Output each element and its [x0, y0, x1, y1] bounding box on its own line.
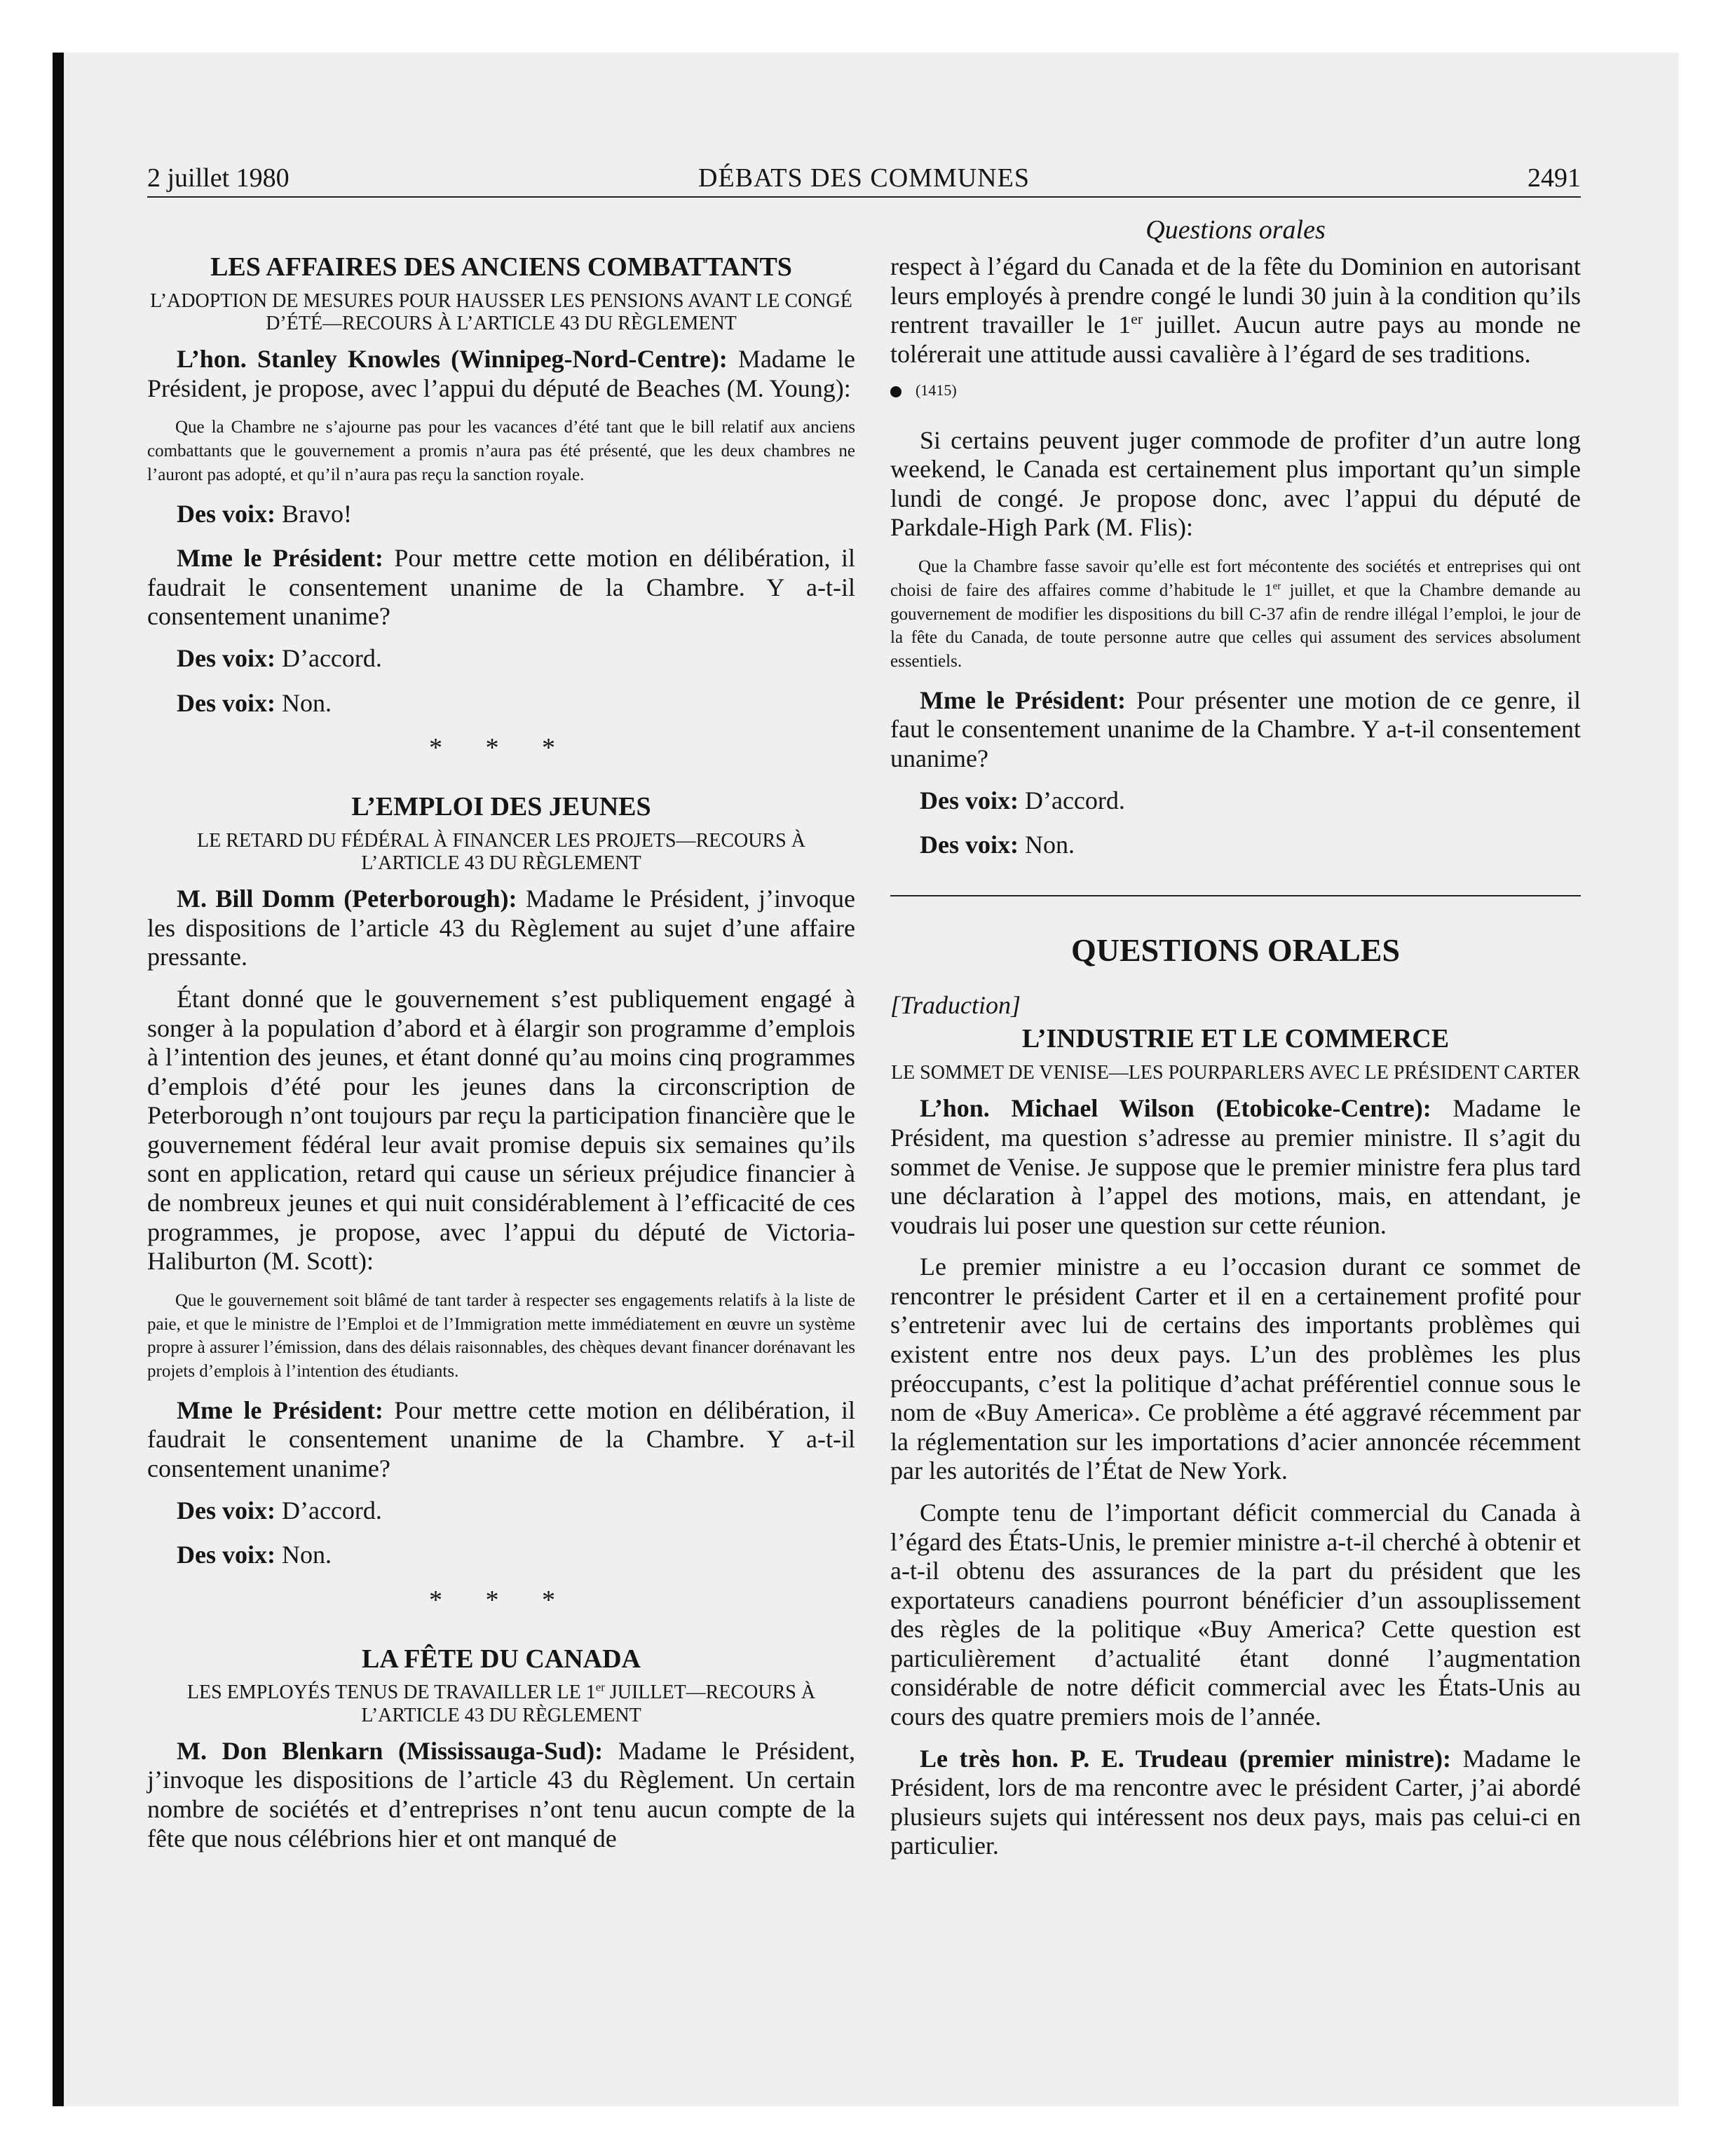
speech-blenkarn [147, 1737, 855, 1853]
voices-line [177, 644, 855, 674]
voices-label: Des voix: [177, 1541, 275, 1569]
voices-line [177, 500, 855, 529]
motion-youth-jobs: Que le gouvernement soit blâmé de tant tarder à respecter ses engagements relatifs à la liste de paie, et que le ministre de l’Emploi et de l’Immigration mette immédiatement en œuvre un système propre à assurer l’émission, dans des délais raisonnables, des chèques devant financer dorénavant les projets d’emplois à l’intention des étudiants. [147, 1290, 855, 1381]
time-marker [890, 381, 1581, 399]
text-part: juillet, et que la Chambre demande au gouvernement de modifier les dispositions du bill C-37 afin de rendre illégal l’emploi, le jour de la fête du Canada, de toute personne autre que celles qui assument des services absolument essentiels. [890, 580, 1581, 671]
voices-text: Non. [275, 688, 332, 717]
section-separator: * * * [429, 1585, 573, 1615]
voices-text: Bravo! [275, 499, 352, 528]
section-separator: * * * [429, 733, 573, 763]
ordinal-superscript: er [595, 1681, 605, 1695]
section-subtitle-canada-day [147, 1681, 855, 1726]
speech-president [890, 686, 1581, 774]
running-head: Questions orales [1145, 215, 1326, 245]
left-column [147, 252, 855, 1866]
voices-label: Des voix: [177, 688, 275, 717]
page-header [147, 163, 1581, 198]
speech-knowles [147, 345, 855, 403]
section-title-oral-questions: QUESTIONS ORALES [1070, 932, 1401, 968]
section-subtitle-youth-jobs: LE RETARD DU FÉDÉRAL À FINANCER LES PROJETS—RECOURS À L’ARTICLE 43 DU RÈGLEMENT [197, 829, 805, 875]
text-part: Que la Chambre fasse savoir qu’elle est fort mécontente des sociétés et entreprises qui ont choisi de faire des affaires comme d’habitude le 1 [890, 557, 1581, 600]
speaker-wilson: L’hon. Michael Wilson (Etobicoke-Centre): [920, 1094, 1431, 1123]
translation-note: [Traduction] [890, 990, 1021, 1019]
voices-label: Des voix: [177, 1496, 275, 1524]
voices-line [177, 689, 855, 718]
section-title-veterans: LES AFFAIRES DES ANCIENS COMBATTANTS [210, 252, 792, 282]
motion-canada-day [890, 555, 1581, 674]
voices-label: Des voix: [920, 786, 1019, 814]
speaker-blenkarn: M. Don Blenkarn (Mississauga-Sud): [177, 1736, 604, 1765]
ordinal-superscript: er [1272, 580, 1281, 592]
voices-text: D’accord. [275, 1496, 382, 1524]
section-title-industry: L’INDUSTRIE ET LE COMMERCE [1021, 1024, 1450, 1054]
text-part: respect à l’égard du Canada et de la fête du Dominion en autorisant leurs employés à prendre congé le lundi 30 juin à la condition qu’ils rentrent travailler le 1 [890, 252, 1581, 339]
speech-text: Madame le Président, j’invoque les dispositions de l’article 43 du Règlement. Un certain nombre de sociétés et d’entreprises n’ont tenu aucun compte de la fête que nous célébrions hier et ont manqué de [147, 1736, 855, 1853]
voices-line [177, 1541, 855, 1570]
text-part: juillet. Aucun autre pays au monde ne tolérerait une attitude aussi cavalière à l’égard de ses traditions. [890, 311, 1581, 368]
paragraph-wilson-2: Le premier ministre a eu l’occasion durant ce sommet de rencontrer le président Carter et il en a certainement profité pour s’entretenir avec lui de certains des importants problèmes qui existent entre nos deux pays. L’un des problèmes les plus préoccupants, c’est la politique d’achat préférentiel connue sous le nom de «Buy America». Ce problème a été aggravé récemment par la réglementation sur les importations d’acier annoncée récemment par les autorités de l’État de New York. [890, 1253, 1581, 1485]
time-marker-text: (1415) [916, 381, 957, 400]
speech-text: Madame le Président, lors de ma rencontre avec le président Carter, j’ai abordé plusieurs sujets qui intéressent nos deux pays, mais pas celui-ci en particulier. [890, 1744, 1581, 1860]
speech-domm [147, 885, 855, 972]
subtitle-part: JUILLET—RECOURS À L’ARTICLE 43 DU RÈGLEMENT [361, 1681, 816, 1726]
motion-veterans: Que la Chambre ne s’ajourne pas pour les vacances d’été tant que le bill relatif aux anciens combattants que le gouvernement a promis n’aura pas été présenté, que les deux chambres ne l’auront pas adopté, et qu’il n’aura pas reçu la sanction royale. [147, 418, 855, 484]
speaker-trudeau: Le très hon. P. E. Trudeau (premier ministre): [920, 1744, 1451, 1773]
speech-text: Madame le Président, je propose, avec l’appui du député de Beaches (M. Young): [147, 345, 855, 402]
paragraph-blenkarn-continued [890, 252, 1581, 369]
section-title-canada-day: LA FÊTE DU CANADA [362, 1644, 641, 1674]
speech-president [147, 1396, 855, 1484]
voices-label: Des voix: [177, 499, 275, 528]
speech-president [147, 544, 855, 632]
voices-label: Des voix: [920, 831, 1019, 859]
voices-line [177, 1496, 855, 1526]
voices-label: Des voix: [177, 643, 275, 672]
speech-trudeau [890, 1745, 1581, 1861]
header-page-number: 2491 [1528, 163, 1581, 193]
voices-text: Non. [1018, 831, 1075, 859]
speaker-knowles: L’hon. Stanley Knowles (Winnipeg-Nord-Centre): [177, 345, 728, 374]
voices-line [920, 786, 1581, 816]
paragraph-blenkarn-2: Si certains peuvent juger commode de profiter d’un autre long weekend, le Canada est certainement plus important qu’un simple lundi de congé. Je propose donc, avec l’appui du député de Parkdale-High Park (M. Flis): [890, 425, 1581, 542]
speaker-president: Mme le Président: [177, 544, 383, 573]
subtitle-part: LES EMPLOYÉS TENUS DE TRAVAILLER LE 1 [186, 1681, 596, 1704]
right-column [890, 252, 1581, 1874]
voices-text: D’accord. [1018, 786, 1125, 814]
speaker-president: Mme le Président: [177, 1396, 383, 1424]
speech-text: Pour présenter une motion de ce genre, il faut le consentement unanime de la Chambre. Y a-t-il consentement unanime? [890, 685, 1581, 772]
voices-text: D’accord. [275, 643, 382, 672]
section-title-youth-jobs: L’EMPLOI DES JEUNES [351, 792, 651, 821]
speech-text: Pour mettre cette motion en délibération, il faudrait le consentement unanime de la Chambre. Y a-t-il consentement unanime? [147, 1396, 855, 1482]
paragraph-domm: Étant donné que le gouvernement s’est publiquement engagé à songer à la population d’abord et à élargir son programme d’emplois à l’intention des jeunes, et étant donné qu’au moins cinq programmes d’emplois d’été pour les jeunes dans la circonscription de Peterborough n’ont toujours par reçu la participation financière que le gouvernement fédéral leur avait promise depuis six semaines qu’ils sont en application, retard qui cause un sérieux préjudice financier à de nombreux jeunes et qui nuit considérablement à l’efficacité de ces programmes, je propose, avec l’appui du député de Victoria-Haliburton (M. Scott): [147, 984, 855, 1276]
paragraph-wilson-3: Compte tenu de l’important déficit commercial du Canada à l’égard des États-Unis, le premier ministre a-t-il cherché à obtenir et a-t-il obtenu des assurances de la part du président que les exportateurs canadiens pourront bénéficier d’un assouplissement des règles de la politique «Buy America? Cette question est particulièrement d’actualité étant donné l’augmentation considérable de notre déficit commercial avec les États-Unis au cours des quatre premiers mois de l’année. [890, 1498, 1581, 1731]
bullet-icon [890, 386, 901, 397]
header-publication: DÉBATS DES COMMUNES [698, 163, 1030, 193]
speaker-domm: M. Bill Domm (Peterborough): [177, 885, 517, 913]
ordinal-superscript: er [1131, 311, 1143, 328]
section-subtitle-industry: LE SOMMET DE VENISE—LES POURPARLERS AVEC LE PRÉSIDENT CARTER [890, 1062, 1581, 1084]
header-date: 2 juillet 1980 [147, 163, 290, 193]
section-subtitle-veterans: L’ADOPTION DE MESURES POUR HAUSSER LES PENSIONS AVANT LE CONGÉ D’ÉTÉ—RECOURS À L’ARTICLE 43 DU RÈGLEMENT [150, 289, 852, 335]
voices-text: Non. [275, 1541, 332, 1569]
voices-line [920, 831, 1581, 860]
speech-wilson [890, 1094, 1581, 1240]
speaker-president: Mme le Président: [920, 685, 1126, 714]
section-divider [890, 895, 1581, 896]
speech-text: Pour mettre cette motion en délibération, il faudrait le consentement unanime de la Chambre. Y a-t-il consentement unanime? [147, 544, 855, 631]
speech-text: Madame le Président, j’invoque les dispositions de l’article 43 du Règlement au sujet d’une affaire pressante. [147, 885, 855, 971]
scan-binding-edge [53, 53, 64, 2106]
speech-text: Madame le Président, ma question s’adresse au premier ministre. Il s’agit du sommet de Venise. Je suppose que le premier ministre fera plus tard une déclaration à l’appel des motions, mais, en attendant, je voudrais lui poser une question sur cette réunion. [890, 1094, 1581, 1239]
